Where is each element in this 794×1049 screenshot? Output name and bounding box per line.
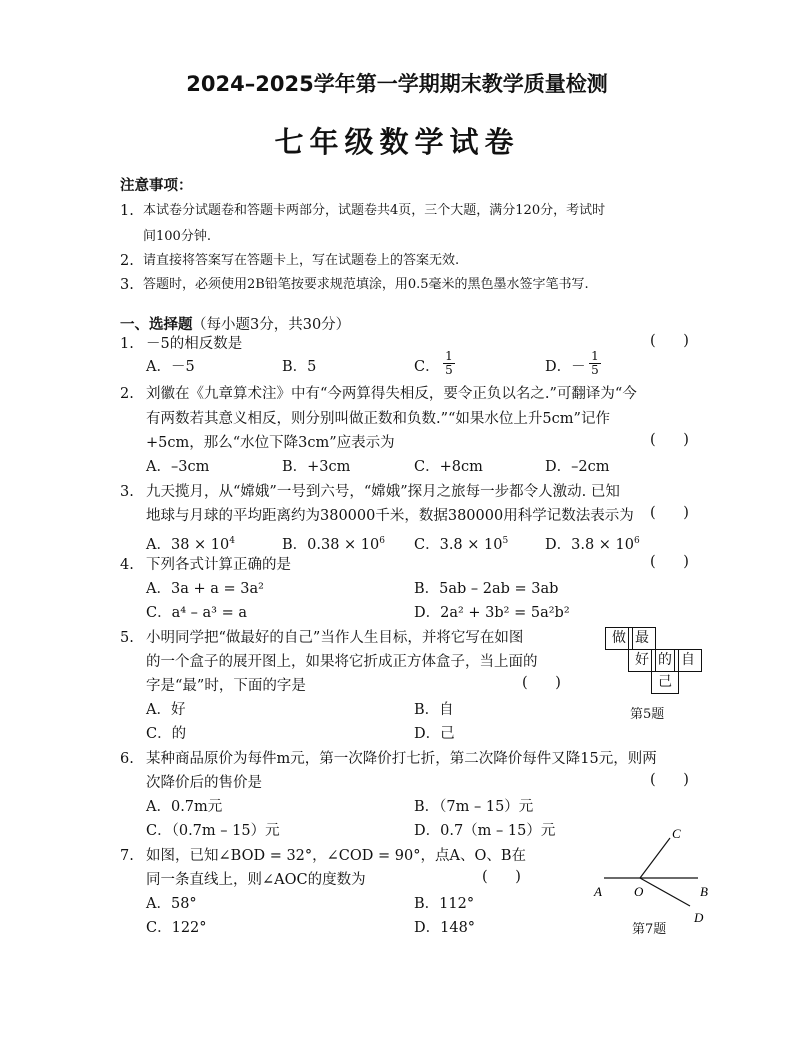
q3-b-base: B．0.38 × 10 [282, 536, 380, 553]
q1-stem: －5的相反数是 [146, 336, 243, 352]
q7-line1: 如图，已知∠BOD = 32°，∠COD = 90°，点A、O、B在 [146, 848, 526, 864]
q6-line1: 某种商品原价为每件m元，第一次降价打七折，第二次降价每件又降15元，则两 [146, 751, 657, 767]
q4-answer-paren: ( ) [650, 554, 689, 570]
notice-item-2-line1: 请直接将答案写在答题卡上，写在试题卷上的答案无效. [143, 253, 460, 268]
q7-option-d: D．148° [414, 920, 476, 936]
q5-option-c: C．的 [146, 726, 187, 742]
notice-item-2-num: 2. [120, 253, 134, 269]
label-d: D [694, 910, 704, 925]
label-c: C [672, 826, 681, 841]
q3-b-exponent: 6 [379, 536, 385, 546]
q5-answer-paren: ( ) [522, 675, 561, 691]
q4-number: 4. [120, 557, 134, 573]
q5-line3: 字是“最”时，下面的字是 [146, 678, 306, 694]
q3-c-exponent: 5 [502, 536, 509, 546]
q1-c-numerator: 1 [445, 349, 453, 363]
q2-option-a: A．–3cm [146, 459, 210, 475]
q7-option-a: A．58° [146, 896, 197, 912]
q3-a-exponent: 4 [229, 536, 235, 546]
notice-item-3-num: 3. [120, 277, 134, 293]
q3-line1: 九天揽月，从“嫦娥”一号到六号，“嫦娥”探月之旅每一步都令人激动. 已知 [146, 484, 620, 500]
q7-figure-caption: 第7题 [632, 922, 667, 937]
notice-item-1-line2: 间100分钟. [143, 229, 211, 244]
q4-option-a: A．3a + a = 3a² [146, 581, 264, 597]
notice-item-1-line1: 本试卷分试题卷和答题卡两部分，试题卷共4页，三个大题，满分120分，考试时 [143, 203, 606, 218]
q1-option-d-fraction [589, 350, 601, 377]
q4-option-d: D．2a² + 3b² = 5a²b² [414, 605, 570, 621]
q7-answer-paren: ( ) [482, 869, 521, 885]
notice-item-1-num: 1. [120, 203, 134, 219]
label-b: B [700, 884, 708, 899]
q3-option-a [146, 530, 235, 556]
q1-number: 1. [120, 336, 134, 352]
label-o: O [634, 884, 644, 899]
q3-line2: 地球与月球的平均距离约为380000千米，数据380000用科学记数法表示为 [146, 508, 634, 524]
q3-c-base: C．3.8 × 10 [414, 536, 503, 553]
cube-face-2: 最 [628, 627, 656, 650]
q2-option-d: D．–2cm [545, 459, 610, 475]
notice-heading: 注意事项： [120, 178, 193, 194]
q5-option-d: D．己 [414, 726, 455, 742]
q3-a-base: A．38 × 10 [146, 536, 230, 553]
label-a: A [594, 884, 602, 899]
cube-face-3: 好 [628, 649, 656, 672]
q6-option-b: B．（7m – 15）元 [414, 799, 534, 815]
q3-option-d [545, 530, 640, 556]
q3-number: 3. [120, 484, 134, 500]
q2-line2: 有两数若其意义相反，则分别叫做正数和负数.”“如果水位上升5cm”记作 [146, 411, 610, 427]
q3-option-b [282, 530, 385, 556]
q7-option-c: C．122° [146, 920, 207, 936]
q2-line3: +5cm，那么“水位下降3cm”应表示为 [146, 435, 395, 451]
q1-d-denominator: 5 [591, 363, 599, 377]
q3-answer-paren: ( ) [650, 505, 689, 521]
q5-number: 5. [120, 630, 134, 646]
q1-option-d-label: D．－ [545, 359, 586, 375]
q5-line2: 的一个盒子的展开图上，如果将它折成正方体盒子，当上面的 [146, 654, 538, 670]
q1-option-c-fraction [443, 350, 455, 377]
cube-face-5: 自 [674, 649, 702, 672]
q7-option-b: B．112° [414, 896, 475, 912]
q5-option-b: B．自 [414, 702, 454, 718]
q4-option-b: B．5ab – 2ab = 3ab [414, 581, 559, 597]
q4-stem: 下列各式计算正确的是 [146, 557, 291, 573]
q5-figure-caption: 第5题 [630, 707, 665, 722]
exam-subtitle: 七年级数学试卷 [274, 125, 520, 159]
notice-item-3-line1: 答题时，必须使用2B铅笔按要求规范填涂，用0.5毫米的黑色墨水签字笔书写. [143, 277, 589, 292]
q6-option-a: A．0.7m元 [146, 799, 223, 815]
q1-d-numerator: 1 [591, 349, 599, 363]
section-heading: 一、选择题 [120, 317, 193, 333]
q6-option-d: D．0.7（m – 15）元 [414, 823, 556, 839]
q1-option-c-label: C． [414, 359, 440, 375]
q3-d-base: D．3.8 × 10 [545, 536, 635, 553]
section-note: （每小题3分，共30分） [192, 317, 351, 333]
q4-option-c: C．a⁴ – a³ = a [146, 605, 247, 621]
cube-face-1: 做 [605, 627, 633, 650]
q6-answer-paren: ( ) [650, 772, 689, 788]
q2-option-c: C．+8cm [414, 459, 483, 475]
q5-option-a: A．好 [146, 702, 186, 718]
q1-option-a: A．－5 [146, 359, 195, 375]
q6-number: 6. [120, 751, 134, 767]
q3-option-c [414, 530, 508, 556]
cube-face-6: 己 [651, 671, 679, 694]
q2-number: 2. [120, 386, 134, 402]
q2-answer-paren: ( ) [650, 432, 689, 448]
q2-line1: 刘徽在《九章算术注》中有“今两算得失相反，要令正负以名之.”可翻译为“今 [146, 386, 637, 402]
q3-d-exponent: 6 [634, 536, 640, 546]
q6-line2: 次降价后的售价是 [146, 775, 262, 791]
q5-line1: 小明同学把“做最好的自己”当作人生目标，并将它写在如图 [146, 630, 524, 646]
q1-answer-paren: ( ) [650, 333, 689, 349]
q6-option-c: C．（0.7m – 15）元 [146, 823, 280, 839]
ray-od [640, 878, 690, 906]
q7-number: 7. [120, 848, 134, 864]
cube-face-4: 的 [651, 649, 679, 672]
q2-option-b: B．+3cm [282, 459, 351, 475]
q7-line2: 同一条直线上，则∠AOC的度数为 [146, 872, 366, 888]
exam-title: 2024–2025学年第一学期期末教学质量检测 [186, 72, 608, 96]
q1-option-b: B．5 [282, 359, 317, 375]
q1-c-denominator: 5 [445, 363, 453, 377]
ray-oc [640, 838, 670, 878]
